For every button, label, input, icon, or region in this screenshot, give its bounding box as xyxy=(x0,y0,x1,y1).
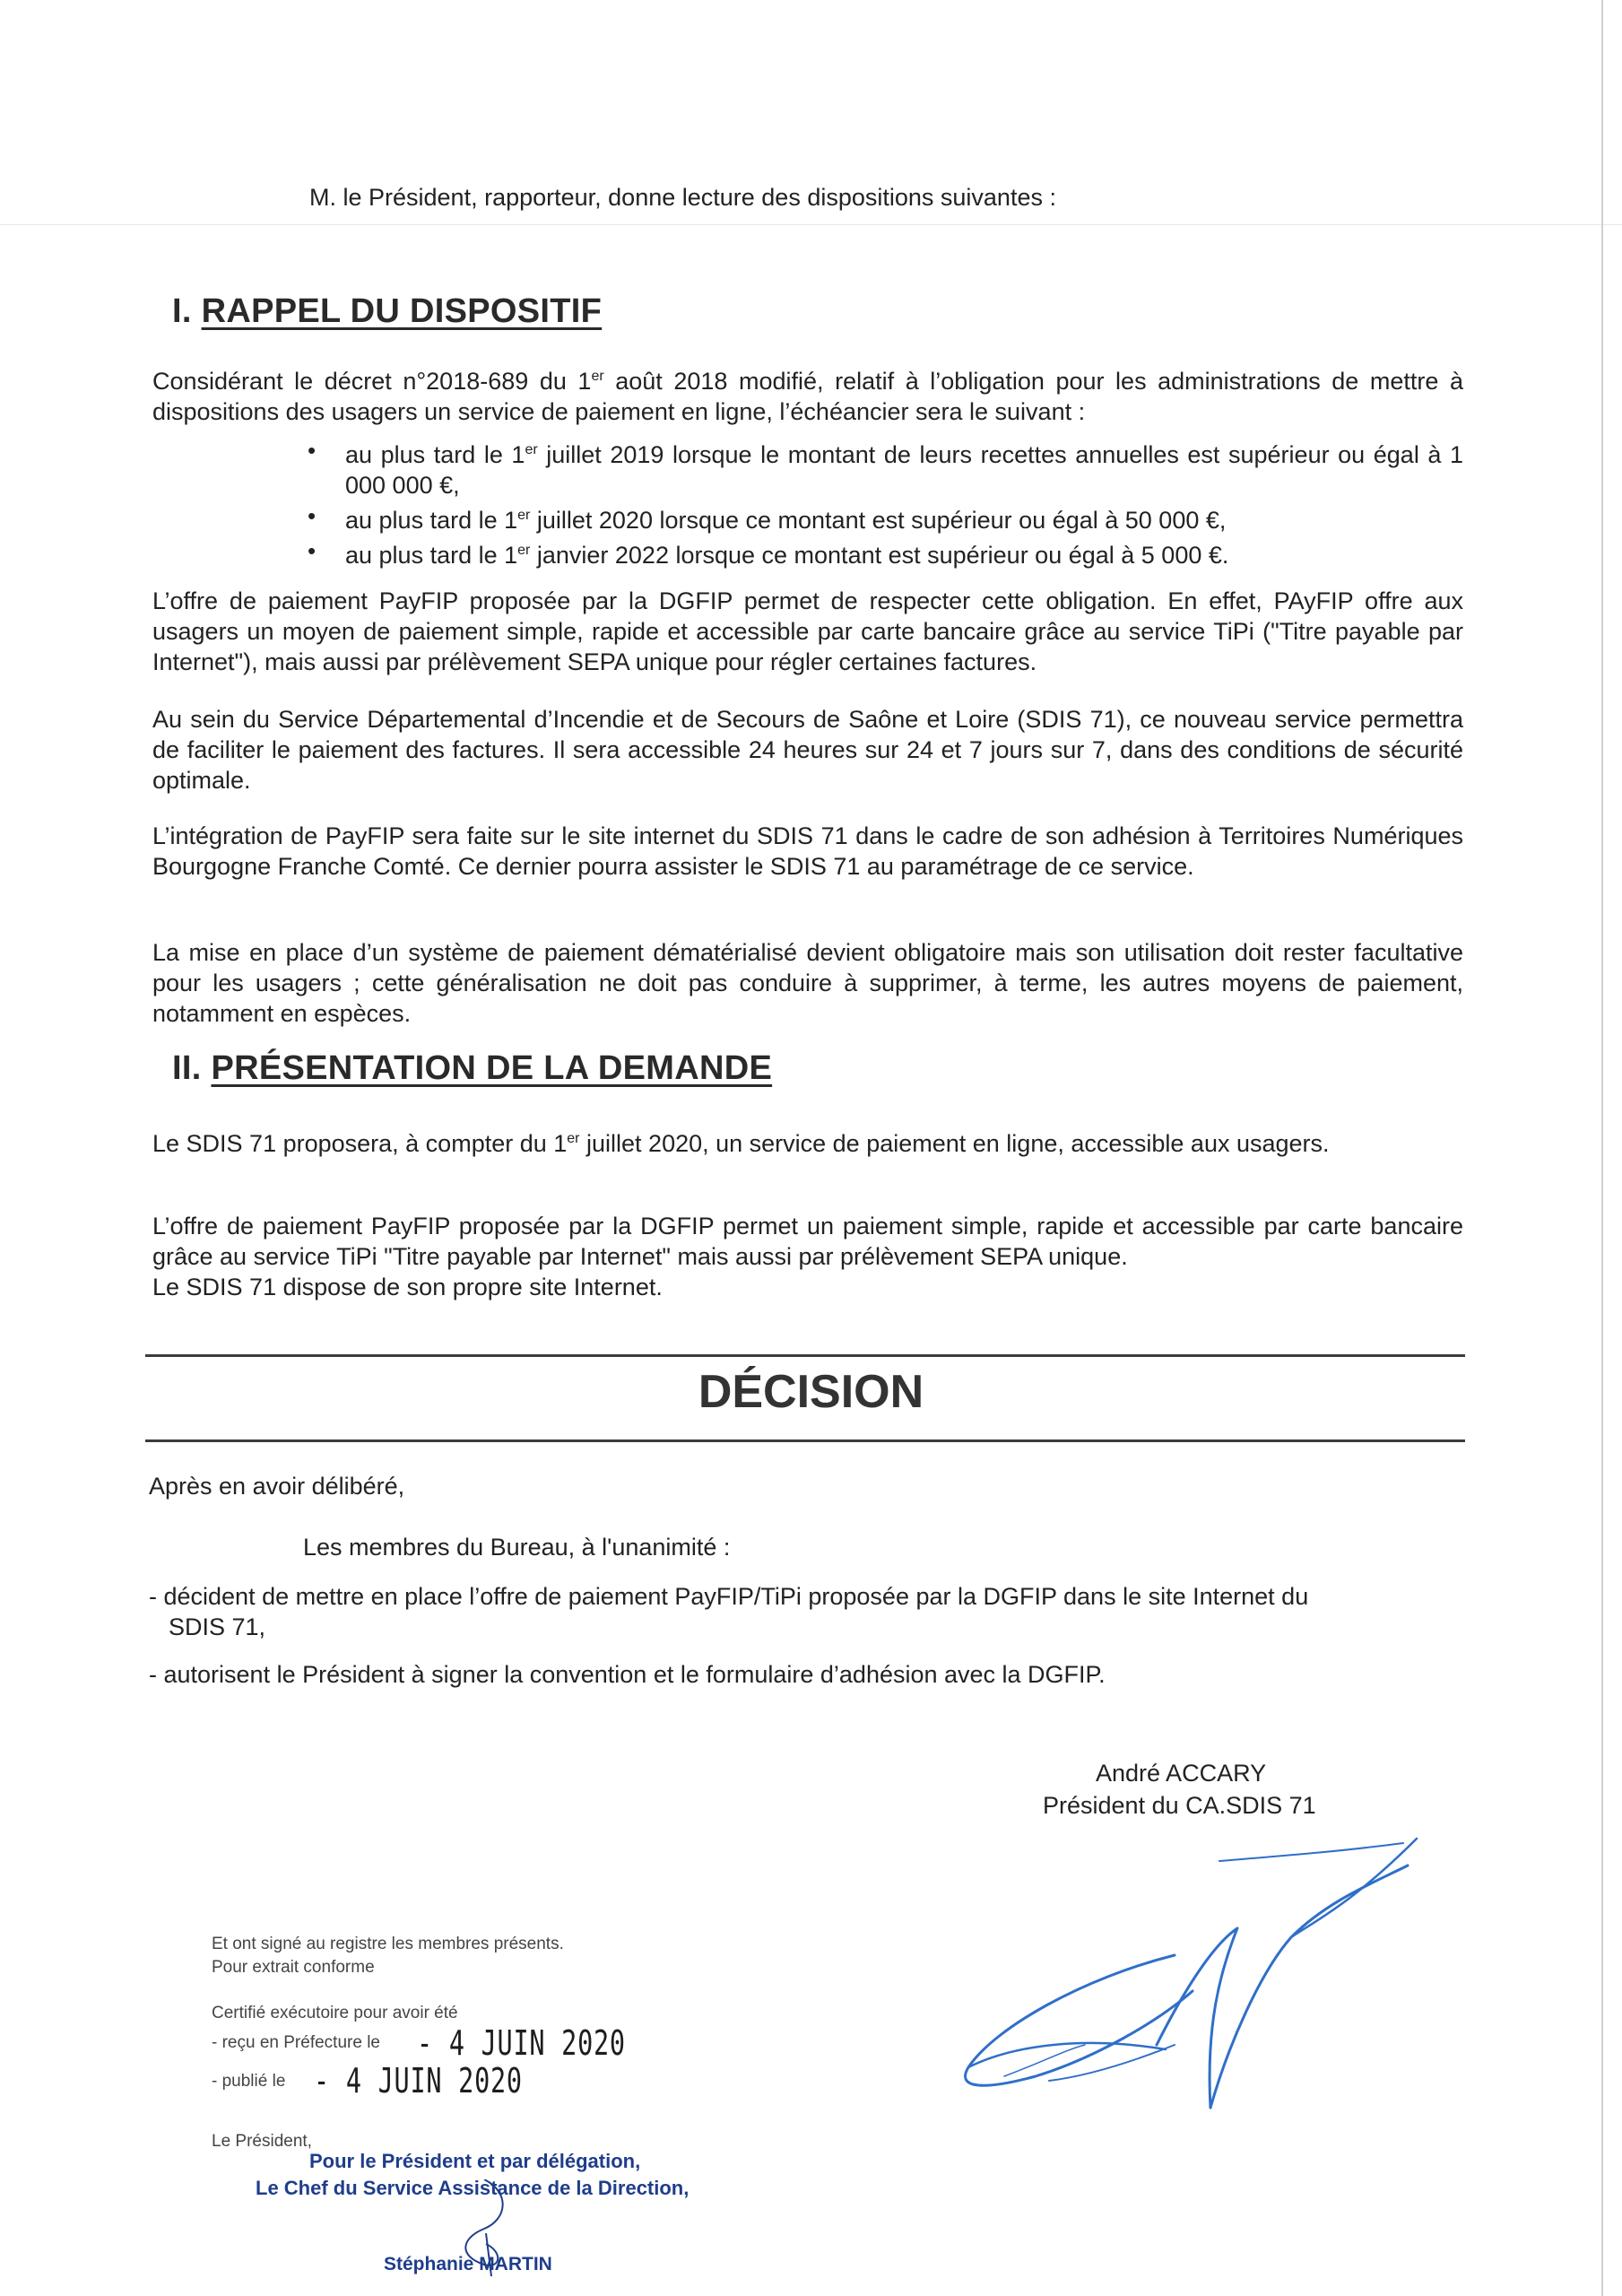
section1-paragraph5: La mise en place d’un système de paiement dématérialisé devient obligatoire mais son utilisation doit rester facultative pour les usagers ; cette généralisation ne doit pas conduire à supprimer, à terme, les autres moyens de paiement, notamment en espèces. xyxy=(152,939,1463,1027)
section2-number: II. xyxy=(172,1049,202,1087)
section1-paragraph4: L’intégration de PayFIP sera faite sur le site internet du SDIS 71 dans le cadre de son adhésion à Territoires Numériques Bourgogne Franche Comté. Ce dernier pourra assister le SDIS 71 au paramétrage de ce service. xyxy=(152,822,1463,880)
president-signature xyxy=(950,1821,1435,2117)
intro-line: M. le Président, rapporteur, donne lecture des dispositions suivantes : xyxy=(309,184,1056,211)
section1-paragraph1 xyxy=(152,361,1463,427)
section1-title: RAPPEL DU DISPOSITIF xyxy=(201,292,603,330)
delegation-line-2: Le Chef du Service Assistance de la Direction, xyxy=(256,2177,690,2199)
section1-paragraph2: L’offre de paiement PayFIP proposée par la DGFIP permet de respecter cette obligation. En effet, PAyFIP offre aux usagers un moyen de paiement simple, rapide et accessible par carte bancaire grâce au service TiPi ("Titre payable par Internet"), mais aussi par prélèvement SEPA unique pour régler certaines factures. xyxy=(152,587,1463,675)
section1-bullets xyxy=(345,435,1463,570)
decision-title: DÉCISION xyxy=(698,1366,924,1418)
decision-item-1-cont: SDIS 71, xyxy=(169,1613,266,1640)
page-edge xyxy=(1601,0,1603,2296)
section2-paragraph1: Le SDIS 71 proposera, à compter du 1er juillet 2020, un service de paiement en ligne, accessible aux usagers. xyxy=(152,1130,1330,1157)
delegation-signer-name: Stéphanie MARTIN xyxy=(384,2254,552,2274)
decision-members: Les membres du Bureau, à l'unanimité : xyxy=(303,1534,731,1561)
p1-text-a: Considérant le décret n°2018-689 du 1 xyxy=(152,368,592,395)
section2-paragraph2: L’offre de paiement PayFIP proposée par la DGFIP permet un paiement simple, rapide et accessible par carte bancaire grâce au service TiPi "Titre payable par Internet" mais aussi par prélèvement SEPA unique. xyxy=(152,1213,1463,1270)
decision-intro: Après en avoir délibéré, xyxy=(149,1473,405,1500)
footer-president: Le Président, xyxy=(212,2132,312,2151)
p1-text-b: août 2018 modifié, relatif à l’obligation pour les administrations de mettre à dispositions des usagers un service de paiement en ligne, l’échéancier sera le suivant : xyxy=(152,368,1463,425)
section2-title: PRÉSENTATION DE LA DEMANDE xyxy=(211,1049,773,1087)
decision-item-1: - décident de mettre en place l’offre de paiement PayFIP/TiPi proposée par la DGFIP dans le site Internet du xyxy=(149,1583,1309,1610)
section1-heading xyxy=(172,292,602,331)
bullet-item: • au plus tard le 1er janvier 2022 lorsque ce montant est supérieur ou égal à 5 000 €. xyxy=(345,535,1463,570)
section1-paragraph3: Au sein du Service Départemental d’Incendie et de Secours de Saône et Loire (SDIS 71), ce nouveau service permettra de faciliter le paiement des factures. Il sera accessible 24 heures sur 24 et 7 jours sur 7, dans des conditions de sécurité optimale. xyxy=(152,706,1463,794)
decision-rule-bottom xyxy=(145,1439,1465,1442)
bullet-item: • au plus tard le 1er juillet 2020 lorsque ce montant est supérieur ou égal à 50 000 €, xyxy=(345,500,1463,535)
signatory-role: Président du CA.SDIS 71 xyxy=(1043,1792,1316,1819)
footer-line-prefecture: - reçu en Préfecture le xyxy=(212,2033,380,2052)
footer-line-registry: Et ont signé au registre les membres présents. xyxy=(212,1935,564,1953)
footer-line-published: - publié le xyxy=(212,2072,286,2091)
footer-line-certified: Certifié exécutoire pour avoir été xyxy=(212,2004,458,2022)
header-divider xyxy=(0,224,1622,225)
footer-line-extract: Pour extrait conforme xyxy=(212,1958,375,1977)
bullet-item: • au plus tard le 1er juillet 2019 lorsque le montant de leurs recettes annuelles est supérieur ou égal à 1 000 000 €, xyxy=(345,435,1463,500)
section2-heading xyxy=(172,1049,772,1088)
date-stamp-published: - 4 JUIN 2020 xyxy=(314,2061,523,2100)
section1-number: I. xyxy=(172,292,192,330)
section2-paragraph3: Le SDIS 71 dispose de son propre site Internet. xyxy=(152,1274,663,1300)
decision-item-2: - autorisent le Président à signer la convention et le formulaire d’adhésion avec la DGFIP. xyxy=(149,1661,1106,1688)
p1-sup: er xyxy=(591,369,604,384)
delegation-line-1: Pour le Président et par délégation, xyxy=(309,2150,641,2172)
decision-rule-top xyxy=(145,1354,1465,1357)
date-stamp-prefecture: - 4 JUIN 2020 xyxy=(417,2023,626,2063)
signatory-name: André ACCARY xyxy=(1096,1760,1267,1787)
